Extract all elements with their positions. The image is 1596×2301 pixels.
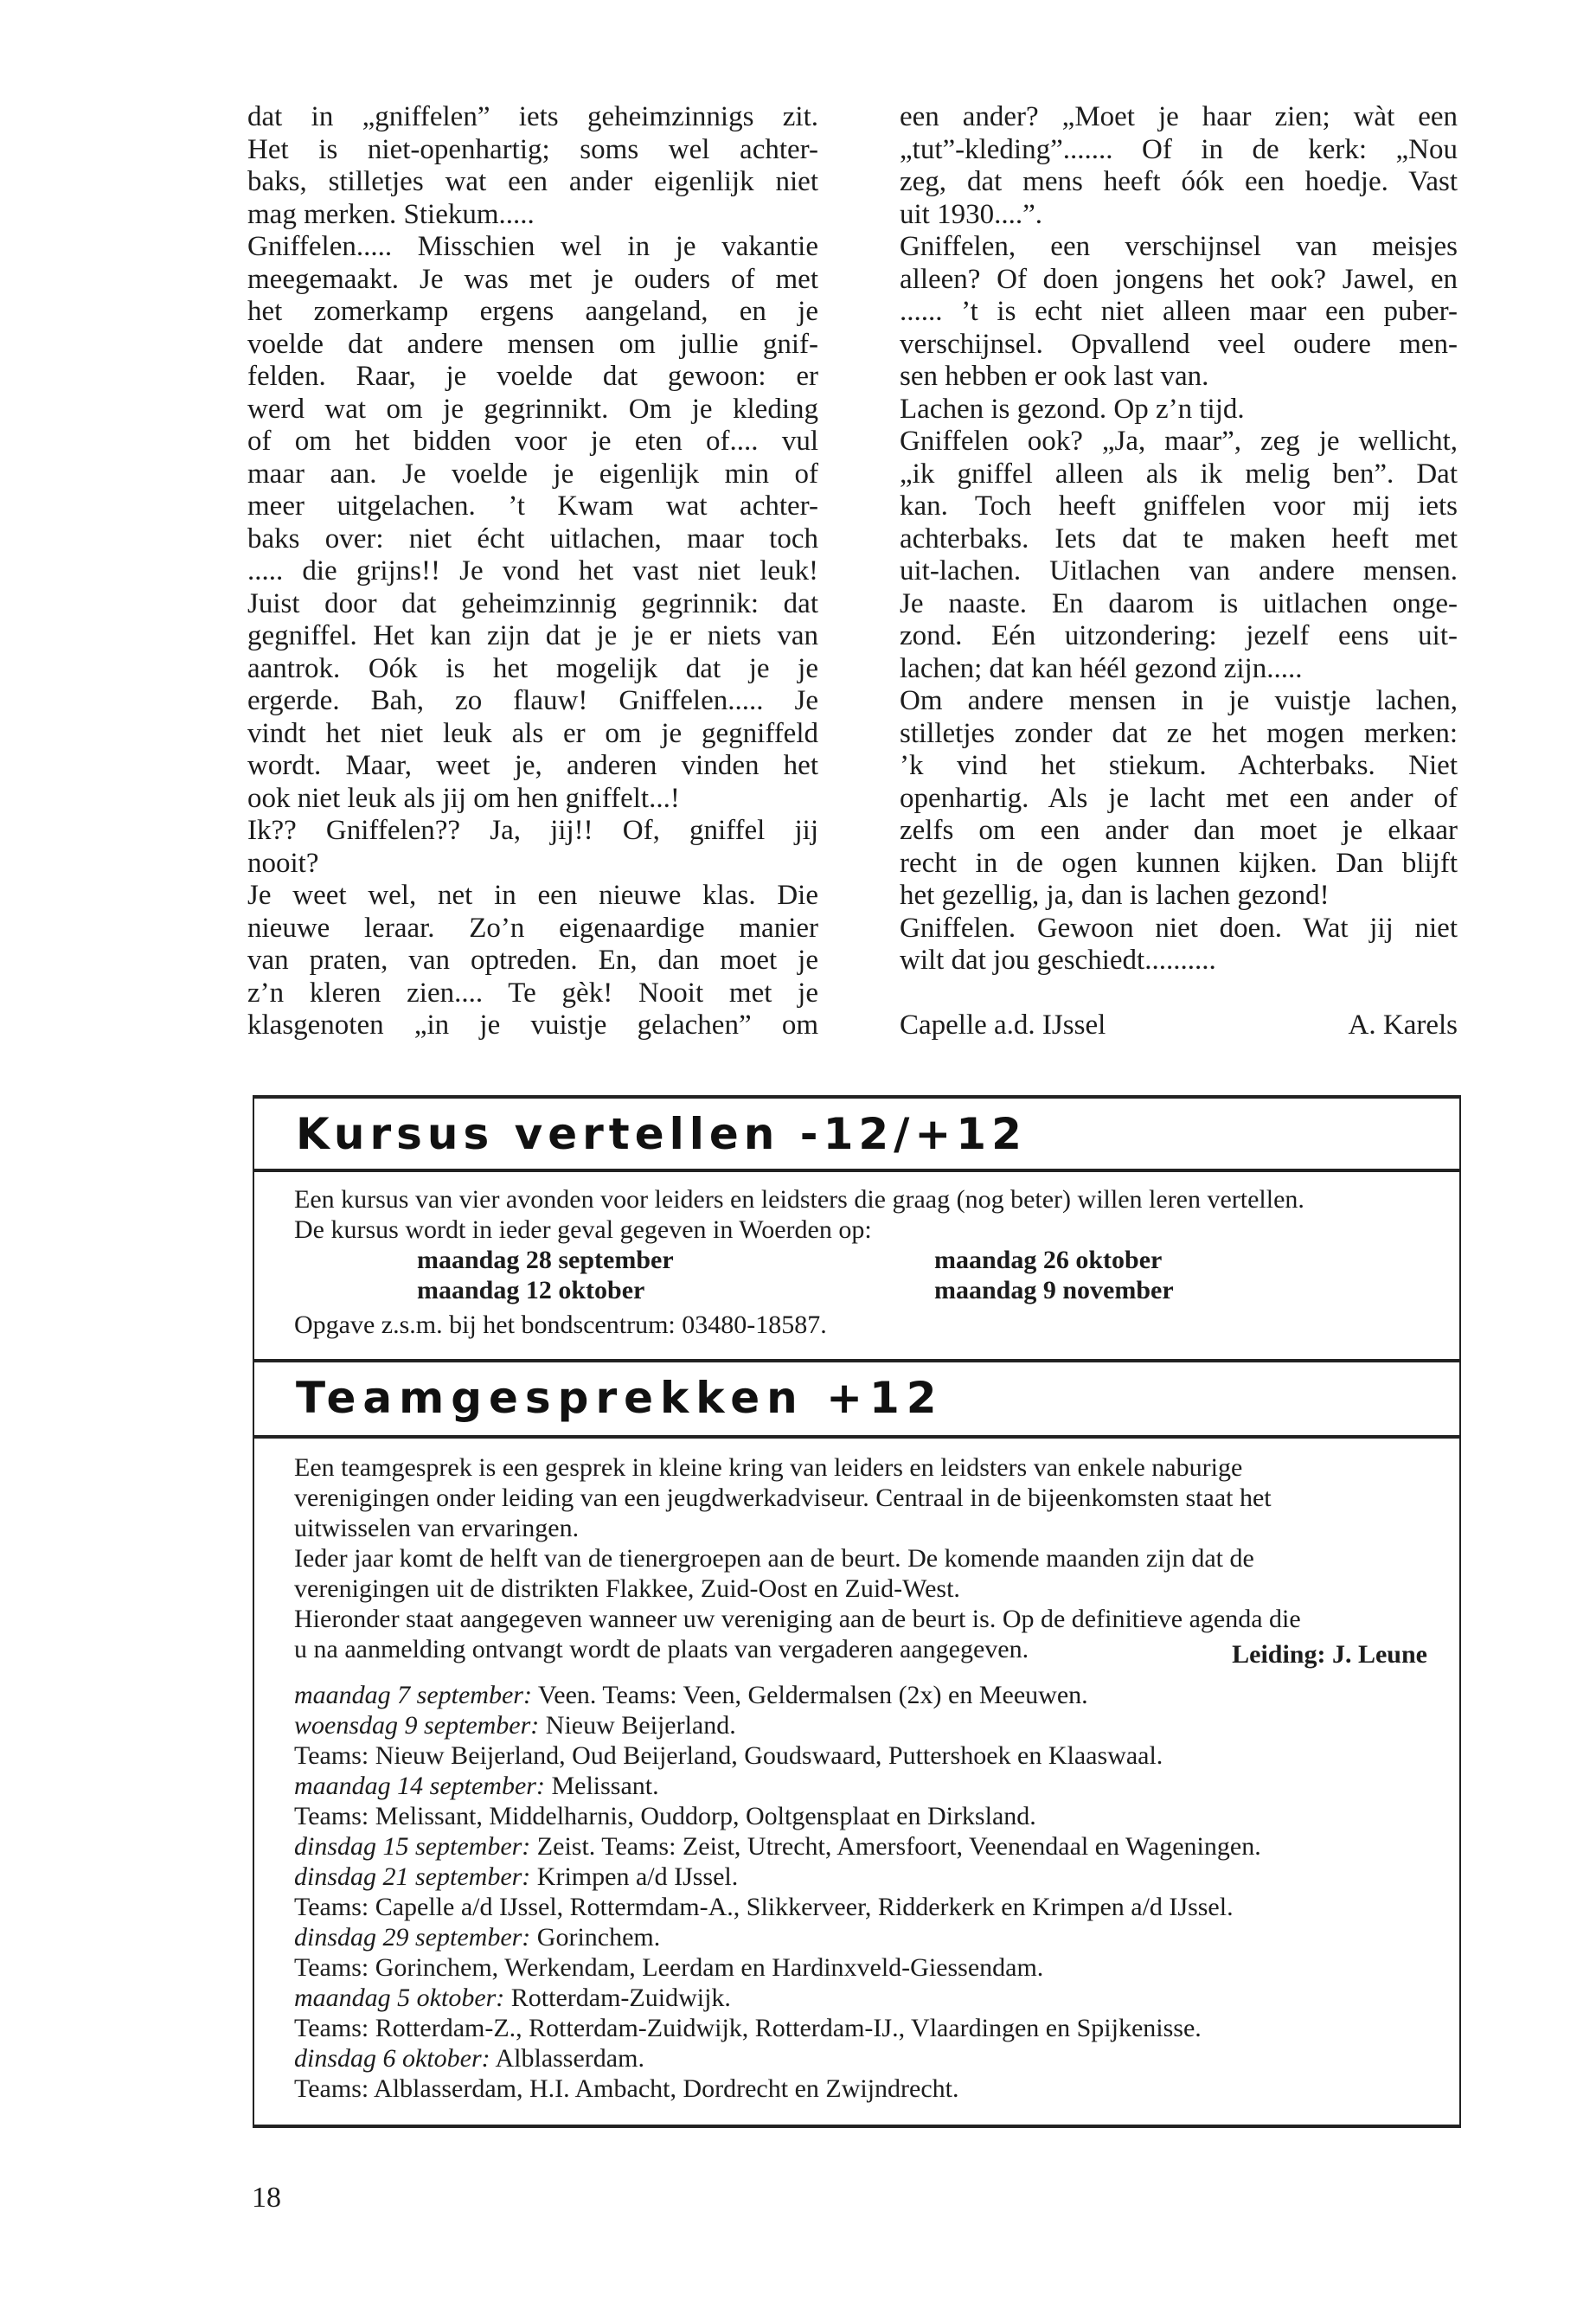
signature-line [900, 1009, 1458, 1042]
text-line: sen hebben er ook last van. [900, 361, 1209, 392]
team-line: Een teamgesprek is een gesprek in kleine kring van leiders en leidsters van enkele naburige [294, 1453, 1243, 1482]
text-line: Gniffelen ook? „Ja, maar”, zeg je wellicht, [900, 426, 1458, 457]
text-line: van praten, van optreden. En, dan moet je [247, 945, 818, 976]
schedule-row [294, 2013, 1427, 2043]
text-line: aantrok. Oók is het mogelijk dat je je [247, 652, 818, 684]
team-line: u na aanmelding ontvangt wordt de plaats van vergaderen aangegeven. [294, 1635, 1029, 1663]
paragraph [247, 815, 818, 880]
team-line: uitwisselen van ervaringen. [294, 1514, 580, 1542]
text-line: ook niet leuk als jij om hen gniffelt...! [247, 782, 680, 814]
kursus-line: De kursus wordt in ieder geval gegeven in Woerden op: [294, 1215, 872, 1244]
schedule-row [294, 1771, 1427, 1801]
text-line: Om andere mensen in je vuistje lachen, [900, 685, 1458, 716]
divider [253, 1359, 1461, 1362]
kursus-date: maandag 9 november [934, 1276, 1174, 1304]
text-line: zelfs om een ander dan moet je elkaar [900, 815, 1458, 846]
text-line: nooit? [247, 847, 319, 879]
paragraph [900, 685, 1458, 913]
divider [253, 1435, 1461, 1439]
team-leader: Leiding: J. Leune [1232, 1640, 1427, 1669]
schedule-date: dinsdag 29 september: [294, 1923, 531, 1952]
text-line: lachen; dat kan héél gezond zijn..... [900, 652, 1303, 684]
schedule-row [294, 1922, 1427, 1952]
team-line: verenigingen uit de distrikten Flakkee, Zuid-Oost en Zuid-West. [294, 1574, 960, 1603]
text-line: maar aan. Je voelde je eigenlijk min of [247, 458, 818, 490]
schedule-row [294, 1983, 1427, 2013]
schedule-row [294, 1680, 1427, 1710]
article-column-right [900, 101, 1458, 1042]
text-line: wilt dat jou geschiedt.......... [900, 945, 1216, 976]
schedule-row [294, 1831, 1427, 1862]
text-line: zond. Eén uitzondering: jezelf eens uit- [900, 620, 1458, 651]
kursus-line: Een kursus van vier avonden voor leiders en leidsters die graag (nog beter) willen leren vertellen. [294, 1185, 1304, 1214]
text-line: het zomerkamp ergens aangeland, en je [247, 296, 818, 327]
schedule-date: woensdag 9 september: [294, 1711, 540, 1740]
schedule-text: Teams: Capelle a/d IJssel, Rottermdam-A., Slikkerveer, Ridderkerk en Krimpen a/d IJssel. [294, 1893, 1234, 1921]
schedule-text: Nieuw Beijerland. [539, 1711, 736, 1740]
text-line: klasgenoten „in je vuistje gelachen” om [247, 1009, 818, 1041]
schedule-text: Gorinchem. [530, 1923, 661, 1952]
schedule-row [294, 2043, 1427, 2073]
kursus-title: Kursus vertellen -12/+12 [296, 1109, 1027, 1159]
schedule-text: Teams: Gorinchem, Werkendam, Leerdam en Hardinxveld-Giessendam. [294, 1953, 1044, 1982]
team-line: Hieronder staat aangegeven wanneer uw vereniging aan de beurt is. Op de definitieve agenda die [294, 1605, 1301, 1633]
text-line: ..... die grijns!! Je vond het vast niet leuk! [247, 555, 818, 586]
paragraph [900, 231, 1458, 394]
divider [253, 2125, 1461, 2128]
team-body [294, 1452, 1427, 2104]
text-line: Juist door dat geheimzinnig gegrinnik: dat [247, 587, 818, 619]
text-line: Ik?? Gniffelen?? Ja, jij!! Of, gniffel jij [247, 815, 818, 846]
schedule-date: maandag 14 september: [294, 1772, 545, 1800]
text-line: zeg, dat mens heeft óók een hoedje. Vast [900, 166, 1458, 197]
divider [253, 1095, 1461, 1099]
schedule-text: Veen. Teams: Veen, Geldermalsen (2x) en Meeuwen. [531, 1681, 1088, 1709]
text-line: een ander? „Moet je haar zien; wàt een [900, 101, 1458, 132]
schedule-text: Rotterdam-Zuidwijk. [504, 1984, 731, 2012]
paragraph [247, 101, 818, 231]
schedule-text: Alblasserdam. [490, 2044, 644, 2073]
text-line: stilletjes zonder dat ze het mogen merken: [900, 717, 1458, 749]
text-line: ...... ’t is echt niet alleen maar een puber- [900, 296, 1458, 327]
schedule-text: Krimpen a/d IJssel. [530, 1862, 739, 1891]
paragraph [900, 913, 1458, 977]
text-line: Je weet wel, net in een nieuwe klas. Die [247, 880, 818, 911]
schedule-text: Zeist. Teams: Zeist, Utrecht, Amersfoort, Veenendaal en Wageningen. [530, 1832, 1261, 1861]
schedule-date: dinsdag 15 september: [294, 1832, 531, 1861]
kursus-date: maandag 28 september [417, 1246, 674, 1274]
schedule-row [294, 1892, 1427, 1922]
text-line: werd wat om je gegrinnikt. Om je kleding [247, 393, 818, 425]
text-line: kan. Toch heeft gniffelen voor mij iets [900, 490, 1458, 522]
schedule-row [294, 1740, 1427, 1771]
text-line: Gniffelen..... Misschien wel in je vakantie [247, 231, 818, 262]
signature-author: A. Karels [1348, 1009, 1458, 1041]
text-line: vindt het niet leuk als er om je gegniffeld [247, 717, 818, 749]
schedule-text: Teams: Alblasserdam, H.I. Ambacht, Dordrecht en Zwijndrecht. [294, 2074, 959, 2103]
divider [253, 1169, 1461, 1172]
text-line: uit-lachen. Uitlachen van andere mensen. [900, 555, 1458, 586]
paragraph [247, 880, 818, 1042]
signature-place: Capelle a.d. IJssel [900, 1009, 1106, 1041]
text-line: ergerde. Bah, zo flauw! Gniffelen..... Je [247, 685, 818, 716]
text-line: mag merken. Stiekum..... [247, 198, 535, 230]
text-line: Het is niet-openhartig; soms wel achter- [247, 133, 818, 165]
kursus-dates [294, 1245, 1427, 1305]
schedule-date: dinsdag 6 oktober: [294, 2044, 490, 2073]
text-line: voelde dat andere mensen om jullie gnif- [247, 328, 818, 360]
text-line: recht in de ogen kunnen kijken. Dan blijft [900, 847, 1458, 879]
kursus-date: maandag 12 oktober [417, 1276, 645, 1304]
text-line: baks, stilletjes wat een ander eigenlijk niet [247, 166, 818, 197]
text-line: wordt. Maar, weet je, anderen vinden het [247, 750, 818, 781]
text-line: gegniffel. Het kan zijn dat je je er niets van [247, 620, 818, 651]
text-line: „ik gniffel alleen als ik melig ben”. Dat [900, 458, 1458, 490]
schedule-text: Teams: Rotterdam-Z., Rotterdam-Zuidwijk, Rotterdam-IJ., Vlaardingen en Spijkenisse. [294, 2014, 1202, 2042]
schedule-date: maandag 5 oktober: [294, 1984, 505, 2012]
text-line: Gniffelen, een verschijnsel van meisjes [900, 231, 1458, 262]
team-schedule [294, 1680, 1427, 2104]
team-line: verenigingen onder leiding van een jeugdwerkadviseur. Centraal in de bijeenkomsten staat het [294, 1484, 1272, 1512]
kursus-body [294, 1184, 1427, 1340]
text-line: „tut”-kleding”....... Of in de kerk: „Nou [900, 133, 1458, 165]
text-line: ’k vind het stiekum. Achterbaks. Niet [900, 750, 1458, 781]
text-line: z’n kleren zien.... Te gèk! Nooit met je [247, 977, 818, 1009]
paragraph [900, 426, 1458, 685]
text-line: Lachen is gezond. Op z’n tijd. [900, 393, 1245, 425]
paragraph [900, 101, 1458, 231]
schedule-row [294, 1710, 1427, 1740]
text-line: openhartig. Als je lacht met een ander of [900, 782, 1458, 814]
page-number: 18 [252, 2182, 281, 2214]
text-line: meer uitgelachen. ’t Kwam wat achter- [247, 490, 818, 522]
schedule-date: maandag 7 september: [294, 1681, 532, 1709]
text-line: uit 1930....”. [900, 198, 1042, 230]
schedule-row [294, 1952, 1427, 1983]
schedule-row [294, 2073, 1427, 2104]
paragraph [247, 231, 818, 815]
text-line: Gniffelen. Gewoon niet doen. Wat jij niet [900, 912, 1458, 944]
text-line: of om het bidden voor je eten of.... vul [247, 426, 818, 457]
kursus-date: maandag 26 oktober [934, 1246, 1163, 1274]
text-line: achterbaks. Iets dat te maken heeft met [900, 522, 1458, 554]
text-line: alleen? Of doen jongens het ook? Jawel, en [900, 263, 1458, 295]
schedule-text: Teams: Melissant, Middelharnis, Ouddorp, Ooltgensplaat en Dirksland. [294, 1802, 1036, 1830]
text-line: dat in „gniffelen” iets geheimzinnigs zit. [247, 101, 818, 132]
team-last-line [294, 1634, 1427, 1669]
text-line: nieuwe leraar. Zo’n eigenaardige manier [247, 912, 818, 944]
team-title: Teamgesprekken +12 [296, 1373, 944, 1423]
paragraph [900, 394, 1458, 426]
text-line: felden. Raar, je voelde dat gewoon: er [247, 361, 818, 392]
text-line: meegemaakt. Je was met je ouders of met [247, 263, 818, 295]
kursus-footer: Opgave z.s.m. bij het bondscentrum: 03480-18587. [294, 1311, 827, 1339]
schedule-date: dinsdag 21 september: [294, 1862, 531, 1891]
text-line: verschijnsel. Opvallend veel oudere men- [900, 328, 1458, 360]
text-line: het gezellig, ja, dan is lachen gezond! [900, 880, 1330, 911]
schedule-text: Melissant. [544, 1772, 659, 1800]
schedule-text: Teams: Nieuw Beijerland, Oud Beijerland, Goudswaard, Puttershoek en Klaaswaal. [294, 1741, 1163, 1770]
text-line: Je naaste. En daarom is uitlachen onge- [900, 587, 1458, 619]
schedule-row [294, 1801, 1427, 1831]
team-line: Ieder jaar komt de helft van de tienergroepen aan de beurt. De komende maanden zijn dat de [294, 1544, 1254, 1573]
text-line: baks over: niet écht uitlachen, maar toch [247, 522, 818, 554]
schedule-row [294, 1862, 1427, 1892]
article-column-left [247, 101, 818, 1042]
